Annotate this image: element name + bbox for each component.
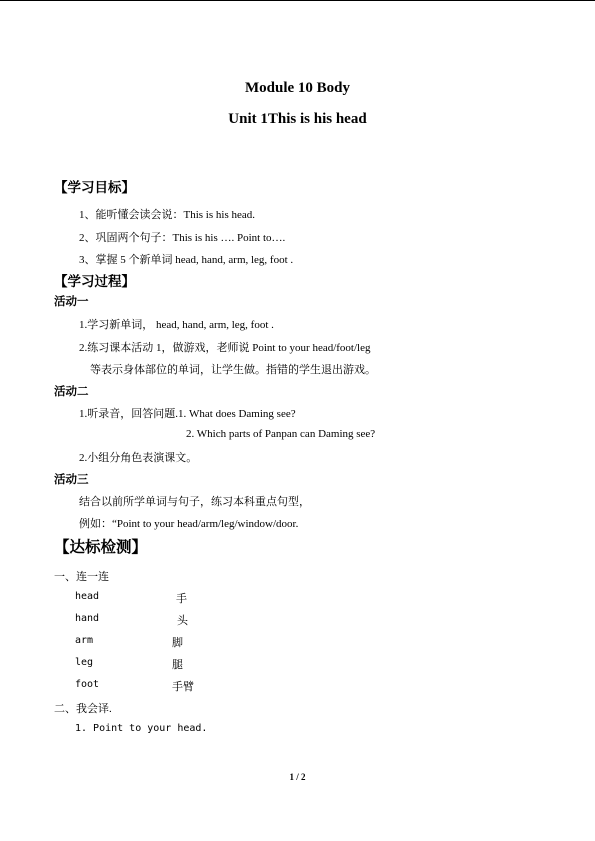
activity-line: 例如：“Point to your head/arm/leg/window/door. [79, 518, 299, 530]
match-word: hand [75, 613, 100, 624]
page-number: 1 / 2 [289, 772, 306, 782]
activity-line: 结合以前所学单词与句子，练习本科重点句型， [79, 496, 310, 508]
page-title: Module 10 Body [244, 80, 350, 96]
translate-question: 1. Point to your head. [75, 723, 208, 734]
match-word: leg [75, 657, 94, 668]
activity-line: 等表示身体部位的单词，让学生做。指错的学生退出游戏。 [90, 364, 376, 376]
activity-line: 1.听录音，回答问题.1. What does Daming see? [79, 408, 296, 420]
activity-line: 1.学习新单词， head, hand, arm, leg, foot . [79, 319, 274, 331]
match-meaning: 脚 [172, 637, 183, 649]
goal-item: 3、掌握 5 个新单词 head, hand, arm, leg, foot . [79, 254, 294, 266]
activity-three-label: 活动三 [54, 472, 89, 486]
part-one-label: 一、连一连 [54, 571, 109, 583]
match-word: arm [75, 635, 94, 646]
goal-item: 2、巩固两个句子：This is his …. Point to…. [79, 232, 286, 244]
match-meaning: 腿 [172, 659, 183, 671]
part-two-label: 二、我会译. [54, 703, 112, 715]
match-meaning: 手 [176, 593, 187, 605]
match-meaning: 手臂 [172, 681, 194, 693]
match-word: foot [75, 679, 100, 690]
match-meaning: 头 [177, 615, 188, 627]
page-subtitle: Unit 1This is his head [228, 111, 367, 127]
test-heading: 【达标检测】 [54, 538, 148, 556]
activity-line: 2.练习课本活动 1，做游戏，老师说 Point to your head/foot/leg [79, 342, 371, 354]
activity-one-label: 活动一 [54, 294, 89, 308]
activity-line: 2. Which parts of Panpan can Daming see? [186, 428, 376, 440]
goals-heading: 【学习目标】 [54, 180, 135, 196]
match-word: head [75, 591, 100, 602]
activity-line: 2.小组分角色表演课文。 [79, 452, 198, 464]
activity-two-label: 活动二 [54, 384, 89, 398]
goal-item: 1、能听懂会读会说：This is his head. [79, 209, 255, 221]
top-rule [0, 0, 595, 1]
process-heading: 【学习过程】 [54, 274, 135, 290]
